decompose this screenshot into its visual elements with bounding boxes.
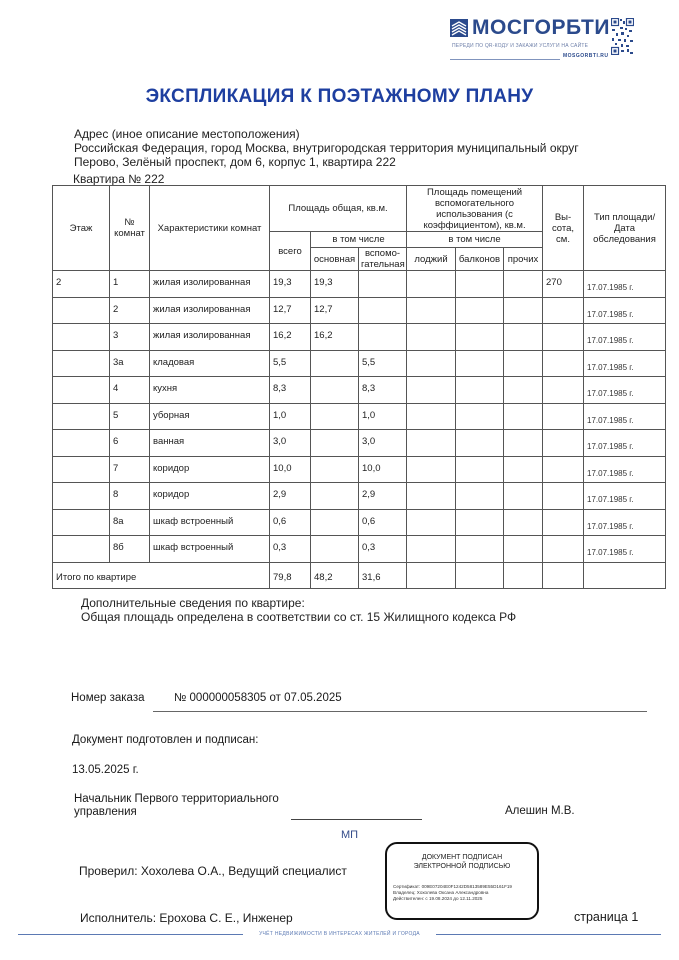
cell-room-no: 8б bbox=[110, 536, 150, 563]
cell-date: 17.07.1985 г. bbox=[584, 297, 666, 324]
cell-balconies bbox=[456, 456, 504, 483]
total-label: Итого по квартире bbox=[53, 562, 270, 589]
explication-table bbox=[52, 185, 666, 589]
cell-balconies bbox=[456, 350, 504, 377]
cell-floor bbox=[53, 377, 110, 404]
extra-info-label: Дополнительные сведения по квартире: bbox=[81, 596, 305, 610]
table-row bbox=[53, 509, 666, 536]
order-underline bbox=[153, 711, 647, 712]
cell-area-total: 0,6 bbox=[270, 509, 311, 536]
total-row bbox=[53, 562, 666, 589]
order-label: Номер заказа bbox=[71, 692, 145, 704]
header-aux-area: Площадь помещений вспомогательного использования (с коэффициентом), кв.м. bbox=[407, 186, 543, 232]
header-room-no: № комнат bbox=[110, 186, 150, 271]
page-number: страница 1 bbox=[574, 910, 639, 924]
stamp-details bbox=[393, 884, 512, 902]
cell-area-aux bbox=[359, 271, 407, 298]
cell-area-aux: 8,3 bbox=[359, 377, 407, 404]
cell-other bbox=[504, 509, 543, 536]
total-area-total: 79,8 bbox=[270, 562, 311, 589]
building-stripes-icon bbox=[450, 19, 468, 37]
stamp-certificate: Сертификат: 009E07204E0F1242D5813589E55D161F19 bbox=[393, 884, 512, 889]
cell-room-no: 6 bbox=[110, 430, 150, 457]
mosgorbti-logo bbox=[450, 16, 675, 60]
cell-date: 17.07.1985 г. bbox=[584, 536, 666, 563]
total-balconies bbox=[456, 562, 504, 589]
header-floor: Этаж bbox=[53, 186, 110, 271]
stamp-title-line-1: ДОКУМЕНТ ПОДПИСАН bbox=[421, 854, 503, 861]
table-row bbox=[53, 297, 666, 324]
cell-area-aux: 0,6 bbox=[359, 509, 407, 536]
total-loggias bbox=[407, 562, 456, 589]
footer-line-right bbox=[436, 934, 661, 935]
table-row bbox=[53, 377, 666, 404]
cell-area-main: 12,7 bbox=[311, 297, 359, 324]
chief-name: Алешин М.В. bbox=[505, 805, 575, 817]
cell-characteristics: шкаф встроенный bbox=[150, 509, 270, 536]
e-signature-stamp bbox=[385, 842, 539, 920]
header-incl: в том числе bbox=[311, 232, 407, 248]
cell-balconies bbox=[456, 483, 504, 510]
cell-area-main bbox=[311, 483, 359, 510]
cell-area-main bbox=[311, 430, 359, 457]
header-aux-incl: в том числе bbox=[407, 232, 543, 248]
cell-room-no: 5 bbox=[110, 403, 150, 430]
header-type-date: Тип площади/ Дата обследования bbox=[584, 186, 666, 271]
cell-date: 17.07.1985 г. bbox=[584, 456, 666, 483]
logo-site: MOSGORBTI.RU bbox=[563, 53, 609, 59]
cell-room-no: 8 bbox=[110, 483, 150, 510]
cell-height bbox=[543, 324, 584, 351]
cell-loggias bbox=[407, 430, 456, 457]
cell-area-total: 5,5 bbox=[270, 350, 311, 377]
cell-characteristics: жилая изолированная bbox=[150, 324, 270, 351]
cell-loggias bbox=[407, 324, 456, 351]
cell-area-aux: 10,0 bbox=[359, 456, 407, 483]
cell-room-no: 1 bbox=[110, 271, 150, 298]
cell-balconies bbox=[456, 377, 504, 404]
cell-other bbox=[504, 536, 543, 563]
cell-area-total: 12,7 bbox=[270, 297, 311, 324]
stamp-owner: Владелец: Хохолева Оксана Александровна bbox=[393, 890, 489, 895]
stamp-title bbox=[387, 853, 537, 871]
cell-floor bbox=[53, 430, 110, 457]
flat-number: Квартира № 222 bbox=[73, 172, 165, 186]
cell-characteristics: коридор bbox=[150, 483, 270, 510]
prepared-label: Документ подготовлен и подписан: bbox=[72, 734, 259, 746]
address-line-2: Перово, Зелёный проспект, дом 6, корпус 1, квартира 222 bbox=[74, 155, 396, 169]
table-row bbox=[53, 430, 666, 457]
checked-by: Проверил: Хохолева О.А., Ведущий специалист bbox=[79, 864, 347, 878]
cell-other bbox=[504, 430, 543, 457]
cell-balconies bbox=[456, 509, 504, 536]
signature-line bbox=[291, 819, 422, 820]
cell-area-total: 16,2 bbox=[270, 324, 311, 351]
chief-title-line-2: управления bbox=[74, 806, 137, 818]
executor: Исполнитель: Ерохова С. Е., Инженер bbox=[80, 911, 293, 925]
cell-height bbox=[543, 377, 584, 404]
table-row bbox=[53, 350, 666, 377]
cell-loggias bbox=[407, 456, 456, 483]
cell-area-main bbox=[311, 350, 359, 377]
cell-area-total: 8,3 bbox=[270, 377, 311, 404]
order-value: № 000000058305 от 07.05.2025 bbox=[174, 692, 342, 704]
cell-room-no: 8а bbox=[110, 509, 150, 536]
cell-balconies bbox=[456, 297, 504, 324]
cell-loggias bbox=[407, 271, 456, 298]
header-total-area: Площадь общая, кв.м. bbox=[270, 186, 407, 232]
cell-loggias bbox=[407, 509, 456, 536]
address-line-1: Российская Федерация, город Москва, внутригородская территория муниципальный округ bbox=[74, 141, 579, 155]
cell-floor bbox=[53, 350, 110, 377]
cell-floor bbox=[53, 297, 110, 324]
cell-other bbox=[504, 456, 543, 483]
cell-height: 270 bbox=[543, 271, 584, 298]
cell-other bbox=[504, 297, 543, 324]
cell-area-aux: 0,3 bbox=[359, 536, 407, 563]
cell-floor bbox=[53, 483, 110, 510]
header-height: Вы-сота, см. bbox=[543, 186, 584, 271]
cell-date: 17.07.1985 г. bbox=[584, 483, 666, 510]
footer-line-left bbox=[18, 934, 243, 935]
cell-floor bbox=[53, 403, 110, 430]
cell-other bbox=[504, 403, 543, 430]
cell-date: 17.07.1985 г. bbox=[584, 509, 666, 536]
table-row bbox=[53, 456, 666, 483]
table-row bbox=[53, 403, 666, 430]
cell-room-no: 2 bbox=[110, 297, 150, 324]
cell-area-total: 2,9 bbox=[270, 483, 311, 510]
address-block bbox=[74, 127, 579, 169]
cell-other bbox=[504, 350, 543, 377]
cell-area-aux: 3,0 bbox=[359, 430, 407, 457]
header-main: основная bbox=[311, 248, 359, 271]
cell-date: 17.07.1985 г. bbox=[584, 271, 666, 298]
cell-other bbox=[504, 271, 543, 298]
cell-area-aux: 5,5 bbox=[359, 350, 407, 377]
cell-room-no: 3 bbox=[110, 324, 150, 351]
cell-area-total: 19,3 bbox=[270, 271, 311, 298]
cell-loggias bbox=[407, 483, 456, 510]
cell-area-main: 19,3 bbox=[311, 271, 359, 298]
header-characteristics: Характеристики комнат bbox=[150, 186, 270, 271]
total-other bbox=[504, 562, 543, 589]
cell-other bbox=[504, 324, 543, 351]
header-loggias: лоджий bbox=[407, 248, 456, 271]
cell-loggias bbox=[407, 536, 456, 563]
cell-loggias bbox=[407, 297, 456, 324]
cell-area-main bbox=[311, 377, 359, 404]
cell-floor: 2 bbox=[53, 271, 110, 298]
cell-room-no: 3а bbox=[110, 350, 150, 377]
cell-loggias bbox=[407, 350, 456, 377]
cell-characteristics: коридор bbox=[150, 456, 270, 483]
cell-other bbox=[504, 483, 543, 510]
header-other: прочих bbox=[504, 248, 543, 271]
header-total: всего bbox=[270, 232, 311, 271]
cell-balconies bbox=[456, 403, 504, 430]
header-balconies: балконов bbox=[456, 248, 504, 271]
table-row bbox=[53, 271, 666, 298]
cell-characteristics: жилая изолированная bbox=[150, 271, 270, 298]
cell-date: 17.07.1985 г. bbox=[584, 430, 666, 457]
cell-characteristics: шкаф встроенный bbox=[150, 536, 270, 563]
cell-date: 17.07.1985 г. bbox=[584, 377, 666, 404]
cell-area-aux: 2,9 bbox=[359, 483, 407, 510]
cell-area-total: 3,0 bbox=[270, 430, 311, 457]
cell-area-main bbox=[311, 456, 359, 483]
chief-title-line-1: Начальник Первого территориального bbox=[74, 793, 279, 805]
cell-date: 17.07.1985 г. bbox=[584, 350, 666, 377]
cell-area-aux: 1,0 bbox=[359, 403, 407, 430]
logo-name: МОСГОРБТИ bbox=[472, 16, 610, 39]
cell-height bbox=[543, 350, 584, 377]
total-date bbox=[584, 562, 666, 589]
logo-tagline: ПЕРЕДИ ПО QR-КОДУ И ЗАКАЖИ УСЛУГИ НА САЙТЕ bbox=[452, 43, 589, 49]
cell-height bbox=[543, 483, 584, 510]
logo-divider bbox=[450, 59, 560, 60]
cell-loggias bbox=[407, 403, 456, 430]
cell-date: 17.07.1985 г. bbox=[584, 324, 666, 351]
address-label: Адрес (иное описание местоположения) bbox=[74, 127, 300, 141]
stamp-title-line-2: ЭЛЕКТРОННОЙ ПОДПИСЬЮ bbox=[413, 863, 511, 870]
extra-info-text: Общая площадь определена в соответствии со ст. 15 Жилищного кодекса РФ bbox=[81, 610, 517, 624]
total-area-main: 48,2 bbox=[311, 562, 359, 589]
cell-room-no: 4 bbox=[110, 377, 150, 404]
cell-area-main bbox=[311, 403, 359, 430]
cell-area-aux bbox=[359, 297, 407, 324]
cell-room-no: 7 bbox=[110, 456, 150, 483]
prepared-date: 13.05.2025 г. bbox=[72, 764, 139, 776]
cell-height bbox=[543, 456, 584, 483]
table-row bbox=[53, 483, 666, 510]
cell-other bbox=[504, 377, 543, 404]
cell-characteristics: жилая изолированная bbox=[150, 297, 270, 324]
cell-area-total: 0,3 bbox=[270, 536, 311, 563]
cell-floor bbox=[53, 536, 110, 563]
cell-characteristics: кладовая bbox=[150, 350, 270, 377]
qr-code-icon[interactable] bbox=[611, 18, 634, 55]
cell-area-main bbox=[311, 509, 359, 536]
cell-floor bbox=[53, 456, 110, 483]
cell-balconies bbox=[456, 324, 504, 351]
cell-characteristics: ванная bbox=[150, 430, 270, 457]
cell-balconies bbox=[456, 430, 504, 457]
total-height bbox=[543, 562, 584, 589]
cell-area-total: 10,0 bbox=[270, 456, 311, 483]
cell-height bbox=[543, 509, 584, 536]
cell-height bbox=[543, 430, 584, 457]
cell-balconies bbox=[456, 536, 504, 563]
footer-slogan: УЧЁТ НЕДВИЖИМОСТИ В ИНТЕРЕСАХ ЖИТЕЛЕЙ И ГОРОДА bbox=[259, 931, 420, 937]
cell-balconies bbox=[456, 271, 504, 298]
cell-characteristics: уборная bbox=[150, 403, 270, 430]
cell-height bbox=[543, 536, 584, 563]
total-area-aux: 31,6 bbox=[359, 562, 407, 589]
cell-area-total: 1,0 bbox=[270, 403, 311, 430]
table-row bbox=[53, 324, 666, 351]
chief-title bbox=[74, 793, 279, 819]
extra-info bbox=[81, 596, 516, 624]
document-title: ЭКСПЛИКАЦИЯ К ПОЭТАЖНОМУ ПЛАНУ bbox=[145, 86, 534, 107]
cell-floor bbox=[53, 509, 110, 536]
cell-height bbox=[543, 403, 584, 430]
header-aux: вспомо-гательная bbox=[359, 248, 407, 271]
table-row bbox=[53, 536, 666, 563]
cell-floor bbox=[53, 324, 110, 351]
seal-mark: МП bbox=[341, 829, 359, 841]
stamp-validity: Действителен: с 19.08.2024 до 12.11.2025 bbox=[393, 896, 483, 901]
cell-characteristics: кухня bbox=[150, 377, 270, 404]
cell-loggias bbox=[407, 377, 456, 404]
cell-date: 17.07.1985 г. bbox=[584, 403, 666, 430]
cell-height bbox=[543, 297, 584, 324]
cell-area-main: 16,2 bbox=[311, 324, 359, 351]
cell-area-aux bbox=[359, 324, 407, 351]
cell-area-main bbox=[311, 536, 359, 563]
